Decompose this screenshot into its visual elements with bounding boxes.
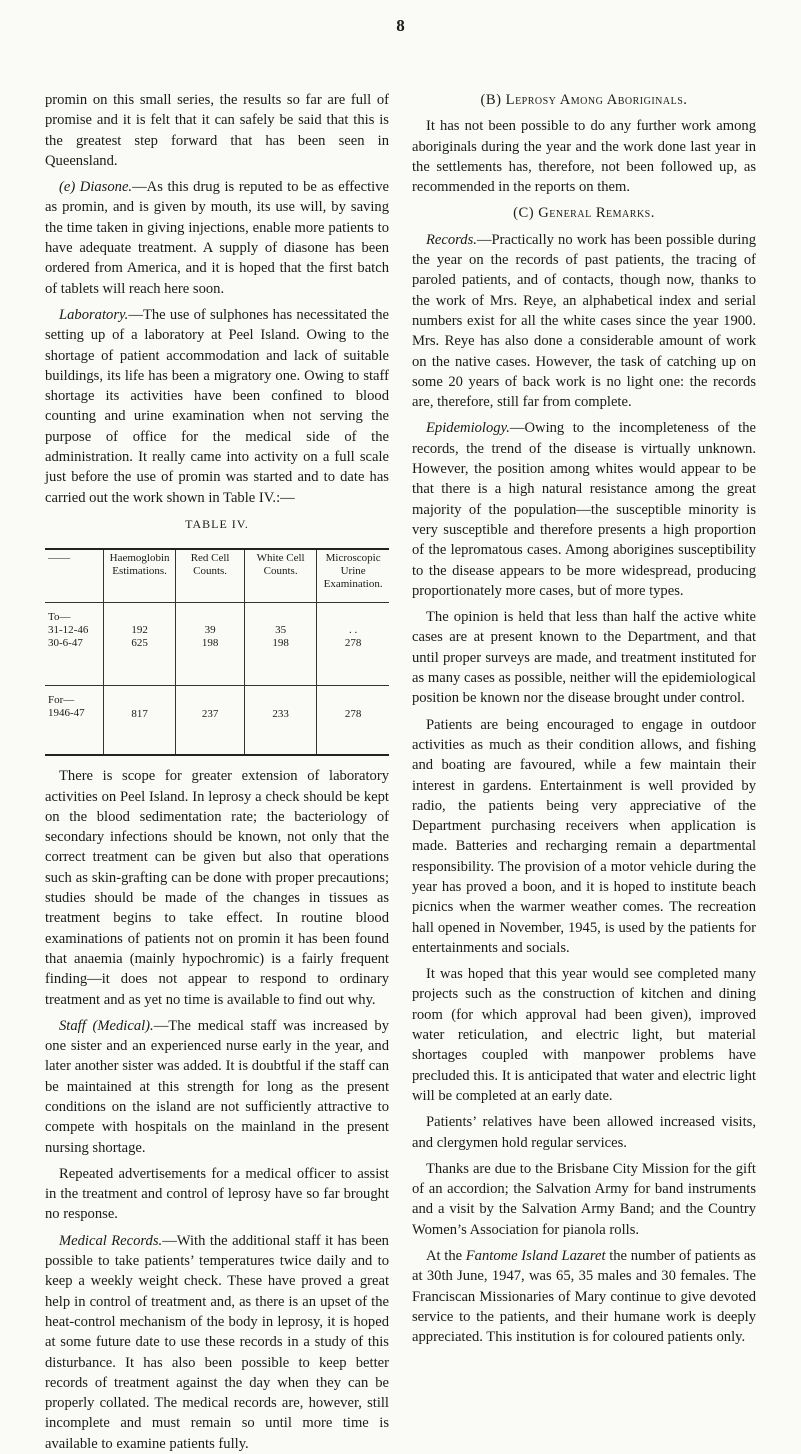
paragraph-staff [45, 1016, 389, 1158]
paragraph-text: —With the additional staff it has been possible to take patients’ temperatures twice daily and to keep a weekly weight check. These have proved a great help in control of treatment and, as there is an upset of the heat-control mechanism of the body in leprosy, it is hoped at some future date to use these records in a study of this disturbance. It has also been possible to keep better records of treatment against the day when they can be properly collated. The medical records are, however, still incomplete and must remain so until more time is available to examine patients fully. [45, 1232, 389, 1452]
paragraph-lead: (e) Diasone. [59, 179, 133, 196]
table-cell [245, 603, 317, 686]
table-header-blank: —— [45, 549, 103, 603]
table-caption: TABLE IV. [185, 516, 249, 531]
paragraph-lead: Laboratory. [59, 306, 129, 323]
paragraph: Thanks are due to the Brisbane City Mission for the gift of an accordion; the Salvation Army for band instruments and a visit by the Salvation Army Band; and the Country Women’s Association for pianola rolls. [412, 1160, 756, 1238]
paragraph-fantome [412, 1246, 756, 1347]
cell-value: 39 [204, 624, 216, 637]
table-cell [317, 603, 389, 686]
paragraph: Patients are being encouraged to engage in outdoor activities as much as their condition allows, and fishing and boating are favoured, while a few maintain their interest in gardens. Entertainment is well provided by radio, the patients being very appreciative of the Department purchasing receivers when application is made. Batteries and recharging remain a departmental responsibility. The provision of a motor vehicle during the year has proved a boon, and it is hoped to institute beach picnics when the warmer weather comes. The recreation hall opened in November, 1945, is used by the patients for entertainments and socials. [412, 716, 756, 956]
paragraph: promin on this small series, the results so far are full of promise and it is felt that it can safely be said that this is the greatest step forward that has been seen in Queensland. [45, 92, 389, 169]
paragraph-records [412, 230, 756, 413]
table-header-white-cell: White Cell Counts. [245, 549, 317, 603]
paragraph-laboratory [45, 305, 389, 508]
paragraph: It was hoped that this year would see completed many projects such as the construction of kitchen and dining room (for which approval had been given), improved water reticulation, and electric light, but material shortages coupled with manpower problems have precluded this. It is anticipated that water and electric light will be completed at an early date. [412, 966, 756, 1104]
table-row [45, 603, 389, 686]
table-cell: 817 [103, 686, 175, 756]
paragraph-epidemiology [412, 418, 756, 601]
table-cell: 237 [176, 686, 245, 756]
table-row [45, 686, 389, 756]
paragraph: The opinion is held that less than half the active white cases are at present known to the Department, and that until proper surveys are made, and treatment instituted for as many cases as possible, neither will the epidemiological position be known nor the disease brought under control. [412, 609, 756, 707]
table-cell: 278 [317, 686, 389, 756]
table-iv [45, 548, 389, 756]
paragraph-diasone [45, 177, 389, 299]
paragraph: There is scope for greater extension of laboratory activities on Peel Island. In leprosy a check should be kept on the blood sedimentation rate; the bacteriology of secondary infections should be known, not only that the correct treatment can be given but also that operations such as skin-grafting can be done with proper precautions; studies should be made of the changes in tissues as treatment begins to take effect. In routine blood examinations of patients not on promin it has been found that anaemia (mainly hypochromic) is a fairly frequent finding—it does not appear to respond to ordinary treatment and as yet no time is available to find out why. [45, 768, 389, 1008]
row-label-line: To— [48, 611, 71, 624]
paragraph-lead: Records. [426, 231, 477, 248]
paragraph-medical-records [45, 1231, 389, 1454]
cell-value: . . [348, 624, 358, 637]
paragraph-text: At the [426, 1248, 466, 1265]
cell-value: 625 [131, 637, 148, 650]
paragraph-lead: Medical Records. [59, 1232, 163, 1249]
left-column [45, 90, 389, 1454]
row-label-line: 1946-47 [48, 707, 85, 720]
paragraph: It has not been possible to do any further work among aboriginals during the year and the work done last year in the settlements has, therefore, not been followed up, as recommended in the reports on them. [412, 118, 756, 196]
paragraph-lead: Epidemiology. [426, 420, 510, 437]
cell-value: 192 [131, 624, 148, 637]
paragraph-text: —The medical staff was increased by one sister and an experienced nurse early in the year, and later another sister was added. It is doubtful if the staff can be maintained at this strength for long as the present conditions on the island are not sufficiently attractive to compete with hospitals on the mainland in the present nursing shortage. [45, 1017, 389, 1156]
paragraph-text: the number of patients as at 30th June, 1947, was 65, 35 males and 30 females. The Franciscan Missionaries of Mary continue to give devoted service to the patients, and their humane work is deeply appreciated. This institution is for coloured patients only. [412, 1248, 756, 1346]
paragraph-lead: Staff (Medical). [59, 1017, 154, 1034]
paragraph: Repeated advertisements for a medical officer to assist in the treatment and control of leprosy have so far brought no response. [45, 1165, 389, 1223]
cell-value: 198 [272, 637, 289, 650]
row-label [45, 603, 103, 686]
section-heading: (B) Leprosy Among Aboriginals. [480, 92, 688, 108]
paragraph-text: —Owing to the incompleteness of the records, the trend of the disease is virtually unknown. However, the position among whites would appear to be that there is a high natural resistance among the great majority of the population—the susceptible minority is very susceptible and therefore presents a high proportion of the lepromatous cases. Among aborigines susceptibility to the disease appears to be more widespread, producing proportionately more cases, but of more types. [412, 420, 756, 599]
row-label-line: 31-12-46 [48, 624, 89, 637]
cell-value: 278 [344, 637, 362, 650]
table-header-haemoglobin: Haemoglobin Estimations. [103, 549, 175, 603]
table-header-red-cell: Red Cell Counts. [176, 549, 245, 603]
table-cell [103, 603, 175, 686]
row-label [45, 686, 103, 756]
table-cell: 233 [245, 686, 317, 756]
right-column [412, 90, 756, 1348]
table-header-urine: Microscopic Urine Examination. [317, 549, 389, 603]
paragraph-text: —As this drug is reputed to be as effective as promin, and is given by mouth, its use will, by saving the time taken in giving injections, enable more patients to have adequate treatment. A supply of diasone has been ordered from America, and it is hoped that the first batch of tablets will reach here soon. [45, 179, 389, 297]
paragraph-text: —Practically no work has been possible during the year on the records of past patients, the tracing of paroled patients, and of contacts, though now, thanks to the work of Mrs. Reye, an alphabetical index and serial numbers exist for all the white cases since the year 1900. Mrs. Reye has also done a considerable amount of work on the native cases. However, the task of catching up on some 20 years of back work is no light one: the records are, therefore, still far from complete. [412, 231, 756, 411]
paragraph: Patients’ relatives have been allowed increased visits, and clergymen hold regular services. [412, 1114, 756, 1151]
cell-value: 198 [201, 637, 219, 650]
page-number: 8 [396, 16, 405, 35]
table-cell [176, 603, 245, 686]
cell-value: 35 [275, 624, 287, 637]
row-label-line: For— [48, 694, 75, 707]
paragraph-text: —The use of sulphones has necessitated the setting up of a laboratory at Peel Island. Owing to the shortage of patient accommodation and lack of suitable buildings, its life has been a migratory one. Owing to staff shortage its activities have been confined to blood counting and urine examination when not serving the purpose of office for the medical side of the administration. It really came into activity on a full scale just before the use of promin was started and to date has carried out the work shown in Table IV.:— [45, 306, 389, 506]
section-heading: (C) General Remarks. [513, 205, 655, 222]
paragraph-lead: Fantome Island Lazaret [465, 1248, 606, 1265]
row-label-line: 30-6-47 [48, 637, 83, 650]
